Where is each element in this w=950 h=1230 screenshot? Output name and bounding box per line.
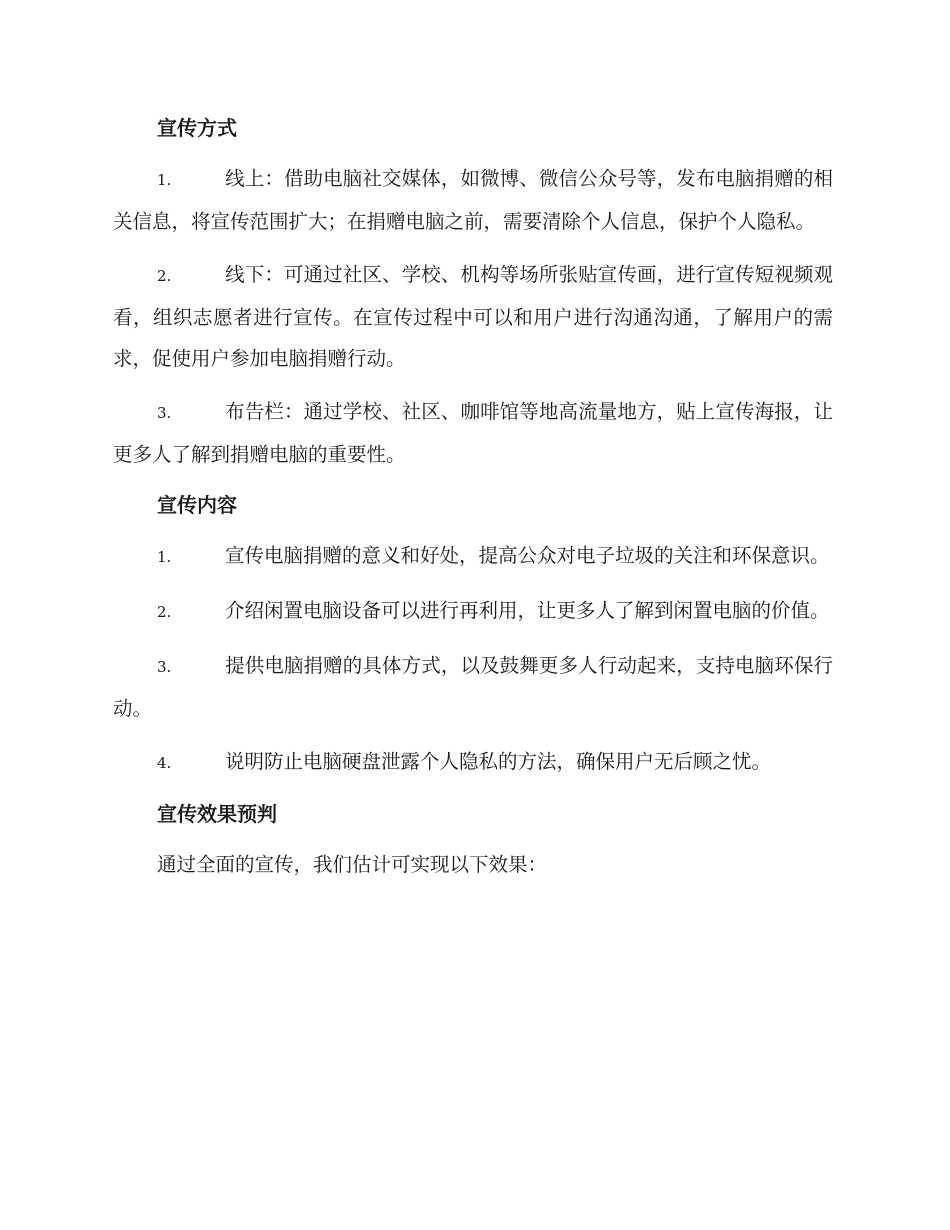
section-promotion-content bbox=[113, 487, 833, 784]
section-promotion-methods bbox=[113, 110, 833, 475]
section-effect-forecast bbox=[113, 796, 833, 885]
list-number: 2. bbox=[157, 603, 172, 621]
list-item-text: 提供电脑捐赠的具体方式，以及鼓舞更多人行动起来，支持电脑环保行动。 bbox=[113, 654, 833, 720]
list-item bbox=[113, 590, 833, 633]
body-paragraph: 通过全面的宣传，我们估计可实现以下效果： bbox=[157, 853, 548, 876]
list-number: 1. bbox=[157, 548, 172, 566]
list-item-text: 布告栏：通过学校、社区、咖啡馆等地高流量地方，贴上宣传海报，让更多人了解到捐赠电脑的重要性。 bbox=[113, 400, 833, 466]
list-item bbox=[113, 741, 833, 784]
section-heading: 宣传效果预判 bbox=[157, 802, 277, 826]
list-item-text: 宣传电脑捐赠的意义和好处，提高公众对电子垃圾的关注和环保意识。 bbox=[225, 544, 830, 567]
list-item-text: 介绍闲置电脑设备可以进行再利用，让更多人了解到闲置电脑的价值。 bbox=[225, 599, 830, 622]
document-page bbox=[113, 110, 833, 897]
list-item bbox=[113, 158, 833, 242]
list-item-text: 线下：可通过社区、学校、机构等场所张贴宣传画，进行宣传短视频观看，组织志愿者进行宣传。在宣传过程中可以和用户进行沟通沟通，了解用户的需求，促使用户参加电脑捐赠行动。 bbox=[113, 263, 833, 370]
list-number: 1. bbox=[157, 171, 172, 189]
list-item bbox=[113, 535, 833, 578]
section-heading: 宣传内容 bbox=[157, 493, 237, 517]
list-item bbox=[113, 254, 833, 379]
list-item bbox=[113, 645, 833, 729]
list-item bbox=[113, 391, 833, 475]
list-number: 3. bbox=[157, 404, 172, 422]
list-number: 4. bbox=[157, 754, 172, 772]
list-number: 3. bbox=[157, 658, 172, 676]
list-item-text: 说明防止电脑硬盘泄露个人隐私的方法，确保用户无后顾之忧。 bbox=[225, 750, 772, 773]
list-item-text: 线上：借助电脑社交媒体，如微博、微信公众号等，发布电脑捐赠的相关信息，将宣传范围扩大；在捐赠电脑之前，需要清除个人信息，保护个人隐私。 bbox=[113, 167, 833, 233]
list-number: 2. bbox=[157, 267, 172, 285]
section-heading: 宣传方式 bbox=[157, 116, 237, 140]
